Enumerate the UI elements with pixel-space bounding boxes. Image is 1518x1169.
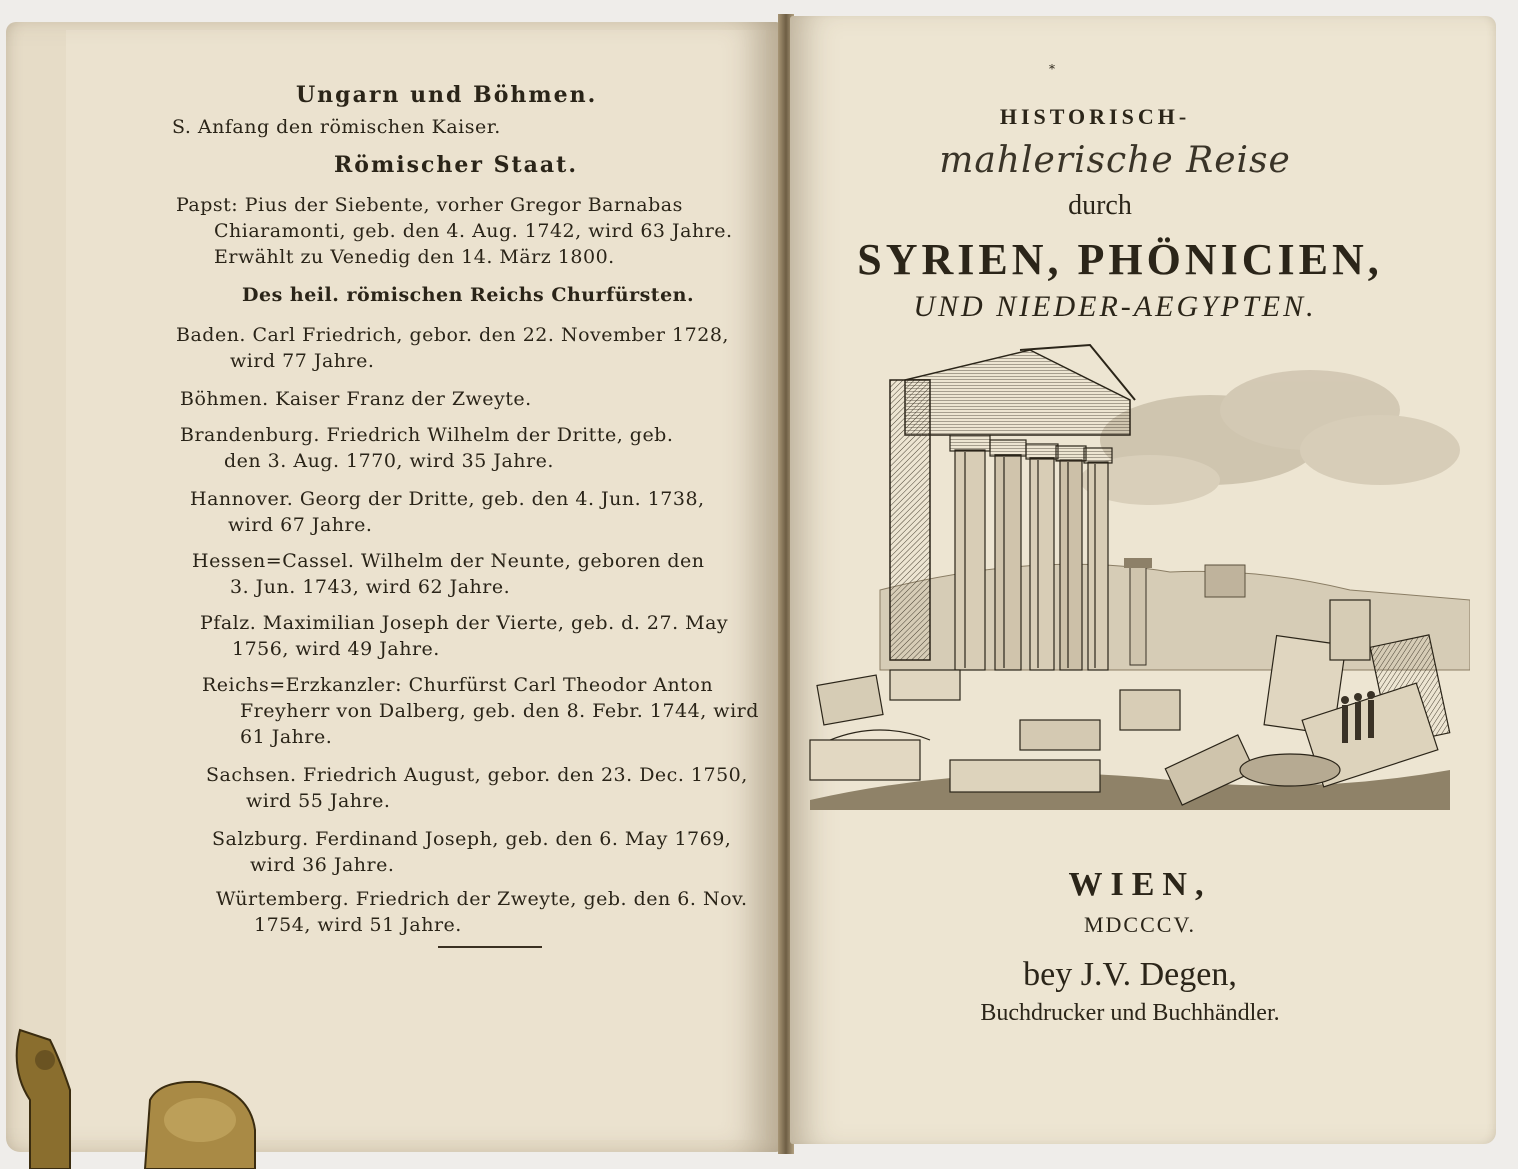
publisher-trade: Buchdrucker und Buchhändler. — [980, 1000, 1280, 1026]
entry-salzburg-1: Salzburg. Ferdinand Joseph, geb. den 6. May 1769, — [212, 828, 732, 850]
entry-pfalz-1: Pfalz. Maximilian Joseph der Vierte, geb. d. 27. May — [200, 612, 729, 634]
clouds — [1080, 370, 1460, 505]
city-wien: WIEN, — [1068, 866, 1212, 903]
heading-roemischer-staat: Römischer Staat. — [334, 152, 578, 178]
entry-wuertemberg-2: 1754, wird 51 Jahre. — [254, 914, 462, 936]
heading-churfuersten: Des heil. römischen Reichs Churfürsten. — [242, 284, 695, 306]
imprint-year: MDCCCV. — [1083, 912, 1197, 937]
entry-hannover-2: wird 67 Jahre. — [228, 514, 373, 536]
publisher-name: bey J.V. Degen, — [1023, 956, 1237, 993]
entry-baden-1: Baden. Carl Friedrich, gebor. den 22. November 1728, — [176, 324, 729, 346]
entry-boehmen-1: Böhmen. Kaiser Franz der Zweyte. — [180, 388, 532, 410]
entry-reichs-3: 61 Jahre. — [240, 726, 333, 748]
entry-reichs-2: Freyherr von Dalberg, geb. den 8. Febr. 1744, wird — [240, 700, 759, 722]
entry-brandenburg-2: den 3. Aug. 1770, wird 35 Jahre. — [224, 450, 554, 472]
entry-salzburg-2: wird 36 Jahre. — [250, 854, 395, 876]
temple-columns — [950, 435, 1112, 670]
entry-sachsen-1: Sachsen. Friedrich August, gebor. den 23. Dec. 1750, — [206, 764, 748, 786]
signature-mark: * — [1049, 62, 1055, 76]
ruins-engraving — [790, 340, 1470, 810]
entry-hannover-1: Hannover. Georg der Dritte, geb. den 4. Jun. 1738, — [190, 488, 705, 510]
title-nieder-aegypten: UND NIEDER-AEGYPTEN. — [913, 290, 1317, 323]
end-rule — [438, 946, 542, 948]
entry-baden-2: wird 77 Jahre. — [230, 350, 375, 372]
line-anfang: S. Anfang den römischen Kaiser. — [172, 116, 501, 138]
title-mahlerische: mahlerische Reise — [939, 140, 1291, 181]
papst-line-2: Chiaramonti, geb. den 4. Aug. 1742, wird 63 Jahre. — [214, 220, 733, 242]
papst-line-3: Erwählt zu Venedig den 14. März 1800. — [214, 246, 615, 268]
entry-reichs-1: Reichs=Erzkanzler: Churfürst Carl Theodor Anton — [202, 674, 714, 696]
entry-pfalz-2: 1756, wird 49 Jahre. — [232, 638, 440, 660]
heading-ungarn: Ungarn und Böhmen. — [296, 82, 598, 108]
entry-brandenburg-1: Brandenburg. Friedrich Wilhelm der Dritte, geb. — [180, 424, 674, 446]
papst-line-1: Papst: Pius der Siebente, vorher Gregor Barnabas — [176, 194, 683, 216]
entry-sachsen-2: wird 55 Jahre. — [246, 790, 391, 812]
title-durch: durch — [1068, 190, 1132, 221]
entry-hessen-1: Hessen=Cassel. Wilhelm der Neunte, geboren den — [192, 550, 705, 572]
title-historisch: HISTORISCH- — [999, 104, 1191, 129]
entry-wuertemberg-1: Würtemberg. Friedrich der Zweyte, geb. den 6. Nov. — [216, 888, 748, 910]
entry-hessen-2: 3. Jun. 1743, wird 62 Jahre. — [230, 576, 511, 598]
brass-clasp — [0, 1010, 260, 1169]
relief-figures — [1341, 691, 1375, 743]
title-syrien: SYRIEN, PHÖNICIEN, — [857, 235, 1383, 284]
